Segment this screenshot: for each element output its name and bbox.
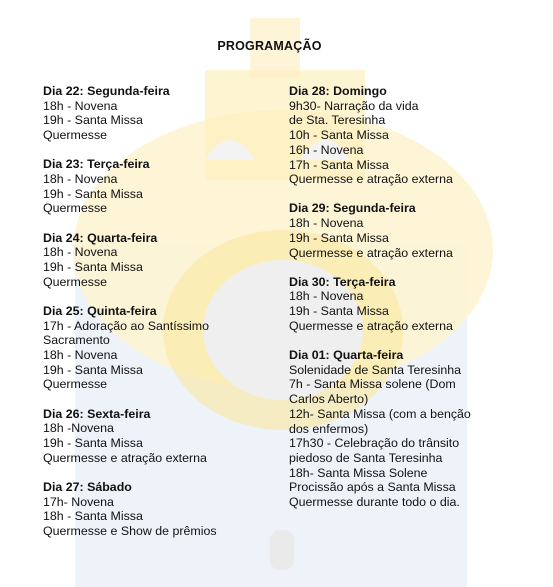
schedule-line: 16h - Novena xyxy=(289,142,364,157)
day-title: Dia 29: Segunda-feira xyxy=(289,201,416,216)
day-title: Dia 27: Sábado xyxy=(43,479,132,494)
schedule-line: 19h - Santa Missa xyxy=(289,230,389,245)
schedule-line: 19h - Santa Missa xyxy=(289,304,389,319)
day-block xyxy=(43,304,273,392)
schedule-line: Quermesse e atração externa xyxy=(43,450,207,465)
right-column xyxy=(289,84,529,524)
schedule-line: Quermesse xyxy=(43,274,108,289)
schedule-line: 10h - Santa Missa xyxy=(289,128,389,143)
schedule-line: piedoso de Santa Teresinha xyxy=(289,450,443,465)
schedule-line: 18h- Santa Missa Solene xyxy=(289,465,428,480)
day-block xyxy=(289,84,529,187)
day-title: Dia 23: Terça-feira xyxy=(43,157,150,172)
schedule-line: Quermesse xyxy=(43,377,108,392)
schedule-line: Procissão após a Santa Missa xyxy=(289,480,456,495)
day-title: Dia 24: Quarta-feira xyxy=(43,230,158,245)
schedule-line: Solenidade de Santa Teresinha xyxy=(289,362,461,377)
schedule-line: Quermesse e atração externa xyxy=(289,318,453,333)
schedule-line: Quermesse durante todo o dia. xyxy=(289,495,460,510)
day-block xyxy=(289,275,529,334)
schedule-line: 19h - Santa Missa xyxy=(43,186,143,201)
schedule-line: 17h30 - Celebração do trânsito xyxy=(289,436,460,451)
schedule-line: Carlos Aberto) xyxy=(289,392,369,407)
schedule-line: 18h - Novena xyxy=(43,172,118,187)
schedule-line: 19h - Santa Missa xyxy=(43,362,143,377)
day-title: Dia 28: Domingo xyxy=(289,84,387,98)
schedule-line: 9h30- Narração da vida xyxy=(289,98,419,113)
schedule-line: 19h - Santa Missa xyxy=(43,113,143,128)
schedule-line: Quermesse e atração externa xyxy=(289,172,453,187)
schedule-line: Quermesse e atração externa xyxy=(289,245,453,260)
schedule-line: 19h - Santa Missa xyxy=(43,436,143,451)
schedule-line: 18h - Santa Missa xyxy=(43,509,143,524)
page-title: PROGRAMAÇÃO xyxy=(217,39,322,53)
schedule-line: dos enfermos) xyxy=(289,421,369,436)
day-title: Dia 30: Terça-feira xyxy=(289,274,396,289)
schedule-line: 18h - Novena xyxy=(289,289,364,304)
schedule-line: Quermesse xyxy=(43,128,108,143)
day-block xyxy=(43,231,273,290)
schedule-line: Quermesse e Show de prêmios xyxy=(43,524,217,539)
day-block xyxy=(43,407,273,466)
schedule-line: 18h - Novena xyxy=(43,348,118,363)
day-block xyxy=(43,480,273,539)
schedule-line: Quermesse xyxy=(43,201,108,216)
day-title: Dia 01: Quarta-feira xyxy=(289,348,404,363)
schedule-line: 18h - Novena xyxy=(43,245,118,260)
schedule-line: 12h- Santa Missa (com a benção xyxy=(289,406,471,421)
day-block xyxy=(43,84,273,143)
day-title: Dia 26: Sexta-feira xyxy=(43,406,151,421)
schedule-line: de Sta. Teresinha xyxy=(289,113,386,128)
schedule-line: Sacramento xyxy=(43,333,110,348)
day-block xyxy=(43,157,273,216)
schedule-line: 7h - Santa Missa solene (Dom xyxy=(289,377,456,392)
schedule-line: 18h - Novena xyxy=(289,216,364,231)
day-block xyxy=(289,201,529,260)
day-title: Dia 25: Quinta-feira xyxy=(43,303,157,318)
schedule-line: 18h -Novena xyxy=(43,421,114,436)
day-block xyxy=(289,348,529,510)
left-column xyxy=(43,84,273,553)
schedule-line: 18h - Novena xyxy=(43,98,118,113)
schedule-line: 17h - Santa Missa xyxy=(289,157,389,172)
schedule-line: 17h - Adoração ao Santíssimo xyxy=(43,318,209,333)
schedule-line: 19h - Santa Missa xyxy=(43,260,143,275)
schedule-line: 17h- Novena xyxy=(43,494,114,509)
day-title: Dia 22: Segunda-feira xyxy=(43,84,170,98)
